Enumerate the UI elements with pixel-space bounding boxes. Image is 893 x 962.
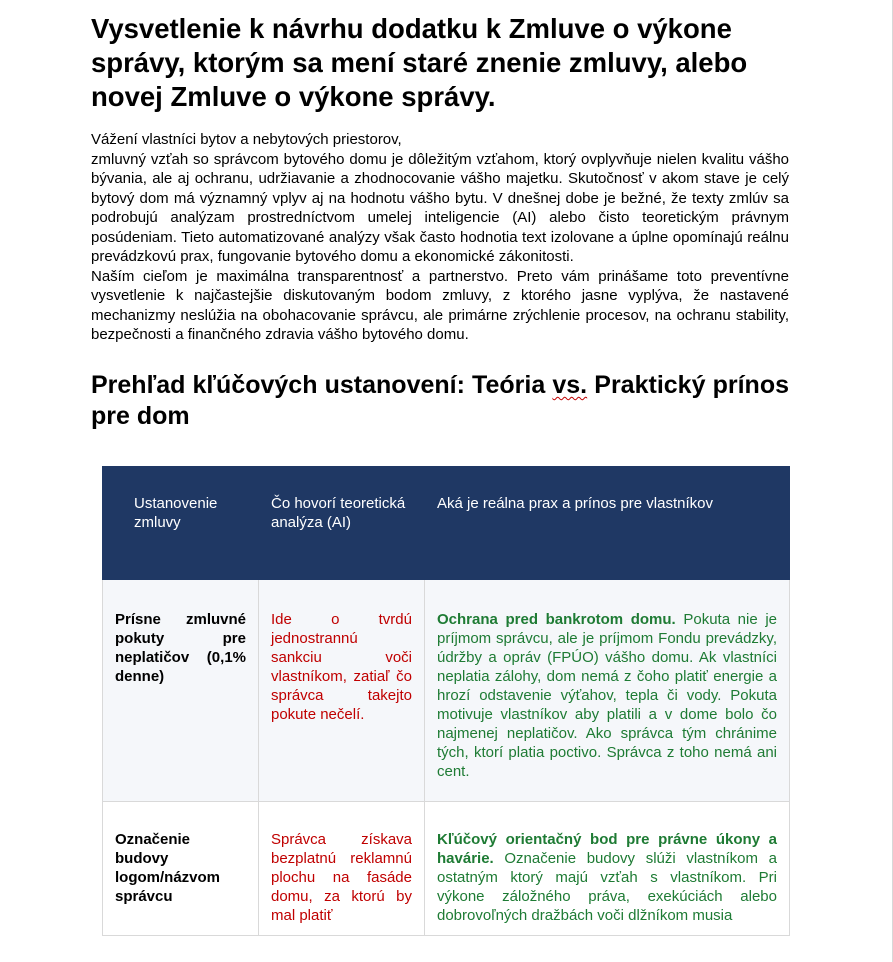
practice-cell xyxy=(425,802,790,936)
section-heading-vs: vs. xyxy=(552,371,588,399)
ai-view-cell: Správca získava bezplatnú reklamnú plochu na fasáde domu, za ktorú by mal platiť xyxy=(259,802,425,936)
practice-highlight: Kľúčový orientačný bod pre právne úkony a havárie. xyxy=(437,831,777,867)
table-row xyxy=(103,802,790,936)
provision-cell: Označenie budovy logom/názvom správcu xyxy=(103,802,259,936)
practice-text: Pokuta nie je príjmom správcu, ale je príjmom Fondu prevádzky, údržby a opráv (FPÚO) vášho domu. Ak vlastníci neplatia zálohy, dom nemá z čoho platiť energie a hrozí odstavenie výťahov, tepla či vody. Pokuta motivuje vlastníkov aby platili a v dome bolo čo najmenej neplatičov. Ako správca tým chránime tých, ktorí platia poctivo. Správca z toho nemá ani cent. xyxy=(437,611,777,780)
intro-paragraph-2: Naším cieľom je maximálna transparentnosť a partnerstvo. Preto vám prinášame toto preventívne vysvetlenie k najčastejšie diskutovaným bodom zmluvy, z ktorého jasne vyplýva, že nastavené mechanizmy neslúžia na obohacovanie správcu, ale primárne zrýchlenie procesov, na ochranu stability, bezpečnosti a finančného zdravia vášho bytového domu. xyxy=(91,267,789,343)
header-provision: Ustanovenie zmluvy xyxy=(103,467,259,580)
practice-highlight: Ochrana pred bankrotom domu. xyxy=(437,611,676,628)
greeting: Vážení vlastníci bytov a nebytových priestorov, xyxy=(91,131,402,148)
section-heading xyxy=(91,370,789,432)
practice-text: Označenie budovy slúži vlastníkom a ostatným ktorý majú vzťah s vlastníkom. Pri výkone záložného práva, exekúciách alebo dobrovoľných dražbách voči dlžníkom musia xyxy=(437,850,777,924)
practice-cell xyxy=(425,580,790,802)
section-heading-part-b: Praktický prínos pre dom xyxy=(91,371,790,430)
intro-text xyxy=(91,130,789,345)
header-practice: Aká je reálna prax a prínos pre vlastníkov xyxy=(425,467,790,580)
provisions-table xyxy=(102,466,790,936)
table-header-row xyxy=(103,467,790,580)
section-heading-part-a: Prehľad kľúčových ustanovení: Teória xyxy=(91,371,546,399)
intro-paragraph-1: zmluvný vzťah so správcom bytového domu je dôležitým vzťahom, ktorý ovplyvňuje nielen kvalitu vášho bývania, ale aj ochranu, udržiavanie a zhodnocovanie vášho majetku. Skutočnosť v akom stave je celý bytový dom má významný vplyv aj na hodnotu vášho bytu. V dnešnej dobe je bežné, že texty zmlúv sa podrobujú analýzam prostredníctvom umelej inteligencie (AI) alebo čisto teoretickým právnym posúdeniam. Tieto automatizované analýzy však často hodnotia text izolovane a úplne opomínajú reálnu prevádzkovú prax, fungovanie bytového domu a ekonomické zákonitosti. xyxy=(91,150,789,265)
document-title: Vysvetlenie k návrhu dodatku k Zmluve o výkone správy, ktorým sa mení staré znenie zmluvy, alebo novej Zmluve o výkone správy. xyxy=(91,13,748,112)
ai-view-cell: Ide o tvrdú jednostrannú sankciu voči vlastníkom, zatiaľ čo správca takejto pokute nečelí. xyxy=(259,580,425,802)
table-row xyxy=(103,580,790,802)
provision-cell: Prísne zmluvné pokuty pre neplatičov (0,1% denne) xyxy=(103,580,259,802)
header-ai-analysis: Čo hovorí teoretická analýza (AI) xyxy=(259,467,425,580)
